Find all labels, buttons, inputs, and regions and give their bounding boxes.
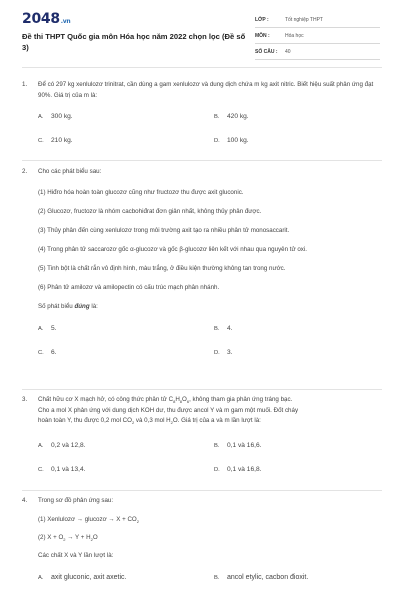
reaction-1: (1) Xenlulozơ → glucozơ → $X + CO_2$ bbox=[38, 515, 139, 524]
divider bbox=[22, 389, 382, 390]
question-number: 2. bbox=[22, 168, 28, 175]
option-d[interactable]: D. 3. bbox=[214, 349, 233, 356]
logo-suffix: .vn bbox=[60, 18, 71, 25]
exam-meta bbox=[255, 14, 380, 62]
question-text: Chất hữu cơ X mạch hở, có công thức phân tử $C_8H_8O_6$, không tham gia phản ứng tráng bạc. Cho a mol X phản ứng với dung dịch KOH dư, thu được ancol Y và m gam một muối. Đốt cháy hoàn toàn Y, thu được 0,2 mol $CO_2$ và 0,3 mol $H_2O$. Giá trị của a và m lần lượt là: A. 0,2 và 12,8. B. 0,1 và 16,6. C. 0,1 và 13,4. D. 0,1 và 16,8. bbox=[38, 395, 382, 477]
exam-title: Đề thi THPT Quốc gia môn Hóa học năm 2022 chọn lọc (Đề số 3) bbox=[22, 32, 246, 52]
meta-row-class bbox=[255, 14, 380, 28]
option-c[interactable]: C. 0,1 và 13,4. bbox=[38, 465, 86, 473]
option-d[interactable]: D. 0,1 và 16,8. bbox=[214, 465, 262, 473]
question-text: Để có 297 kg xenlulozơ trinitrat, cần dùng a gam xenlulozơ và dung dịch chứa m kg axit nitric. Biết hiệu suất phản ứng đạt 90%. Giá trị của m là: bbox=[38, 81, 374, 99]
option-a[interactable]: A. 5. bbox=[38, 325, 57, 332]
question-prompt: Số phát biểu đúng là: bbox=[38, 302, 98, 310]
question-1 bbox=[22, 80, 382, 148]
option-b[interactable]: B. 0,1 và 16,6. bbox=[214, 441, 262, 449]
statement-3: (3) Thủy phân đến cùng xenlulozơ trong môi trường axit tạo ra nhiều phân tử monosaccarit. bbox=[38, 226, 290, 234]
question-prompt: Các chất X và Y lần lượt là: bbox=[38, 551, 114, 559]
meta-row-subject bbox=[255, 30, 380, 44]
logo-main: 2048 bbox=[22, 11, 60, 27]
option-b[interactable]: B. ancol etylic, cacbon đioxit. bbox=[214, 574, 309, 581]
meta-value: 40 bbox=[285, 49, 291, 55]
statement-1: (1) Hiđro hóa hoàn toàn glucozơ cũng như fructozơ thu được axit gluconic. bbox=[38, 188, 244, 196]
emphasis: đúng bbox=[74, 302, 90, 310]
divider bbox=[22, 160, 382, 161]
statement-5: (5) Tinh bột là chất rắn vô định hình, màu trắng, ở điều kiện thường không tan trong nước. bbox=[38, 264, 286, 272]
question-number: 1. bbox=[22, 81, 28, 88]
question-3 bbox=[22, 395, 382, 477]
page-header bbox=[0, 0, 400, 62]
question-number: 4. bbox=[22, 497, 28, 504]
meta-row-count bbox=[255, 46, 380, 60]
meta-label: SỐ CÂU : bbox=[255, 49, 278, 55]
option-a[interactable]: A. axit gluconic, axit axetic. bbox=[38, 574, 127, 581]
site-logo[interactable] bbox=[22, 11, 70, 27]
statement-6: (6) Phân tử amilozơ và amilopectin có cấu trúc mạch phân nhánh. bbox=[38, 283, 220, 291]
meta-label: LỚP : bbox=[255, 17, 269, 23]
statement-2: (2) Glucozơ, fructozơ là nhóm cacbohiđrat đơn giản nhất, không thủy phân được. bbox=[38, 207, 262, 215]
option-a[interactable]: A. 0,2 và 12,8. bbox=[38, 441, 86, 449]
option-a[interactable]: A. 300 kg. bbox=[38, 113, 73, 120]
statement-4: (4) Trong phân tử saccarozơ gốc α-glucozơ và gốc β-glucozơ liên kết với nhau qua nguyên tử oxi. bbox=[38, 245, 307, 253]
divider bbox=[22, 67, 382, 68]
option-c[interactable]: C. 210 kg. bbox=[38, 137, 73, 144]
question-4 bbox=[22, 496, 382, 585]
divider bbox=[22, 490, 382, 491]
meta-label: MÔN : bbox=[255, 33, 270, 39]
question-number: 3. bbox=[22, 396, 28, 403]
option-c[interactable]: C. 6. bbox=[38, 349, 57, 356]
question-text: Trong sơ đồ phản ứng sau: bbox=[38, 497, 114, 504]
question-text: Cho các phát biểu sau: bbox=[38, 168, 102, 175]
meta-value: Hóa học bbox=[285, 33, 304, 39]
question-2 bbox=[22, 167, 382, 360]
option-d[interactable]: D. 100 kg. bbox=[214, 137, 249, 144]
reaction-2: (2) $X + O_2 \to Y + H_2O$ bbox=[38, 534, 98, 543]
option-b[interactable]: B. 4. bbox=[214, 325, 233, 332]
option-b[interactable]: B. 420 kg. bbox=[214, 113, 249, 120]
meta-value: Tốt nghiệp THPT bbox=[285, 17, 323, 23]
